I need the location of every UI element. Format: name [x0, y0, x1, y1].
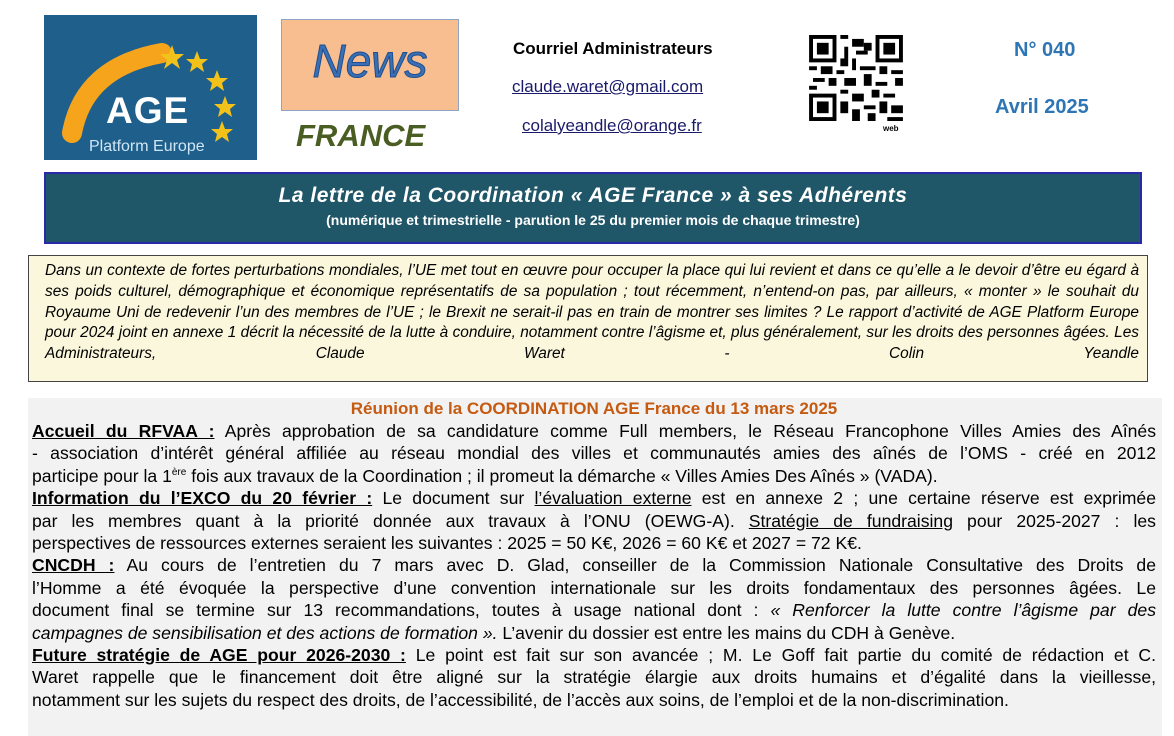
qr-code-icon[interactable]: [808, 35, 904, 121]
meeting-section: [28, 398, 1162, 736]
banner-subtitle: (numérique et trimestrielle - parution le 25 du premier mois de chaque trimestre): [326, 212, 860, 228]
qr-caption: web: [883, 124, 899, 133]
rfvaa-text: fois aux travaux de la Coordination ; il promeut la démarche « Villes Amies Des Aînés » (VADA).: [186, 465, 938, 486]
meeting-title: Réunion de la COORDINATION AGE France du 13 mars 2025: [350, 399, 838, 418]
news-title: News: [312, 35, 428, 87]
rfvaa-text: participe pour la 1: [32, 465, 172, 486]
editorial-signature: Les Administrateurs, Claude Waret - Colin Yeandle: [45, 324, 1139, 363]
country-label: FRANCE: [296, 118, 426, 153]
future-paragraph-line: [32, 644, 1156, 666]
rfvaa-heading: Accueil du RFVAA :: [32, 421, 215, 441]
exco-heading: Information du l’EXCO du 20 février :: [32, 488, 373, 509]
ordinal-superscript: ère: [171, 466, 187, 478]
issue-number: N° 040: [1014, 39, 1076, 61]
cncdh-text: Au cours de l’entretien du 7 mars avec D. Glad, conseiller de la Commission Nationale Consultative des Droits de: [114, 555, 1156, 576]
future-paragraph-line: notamment sur les sujets du respect des droits, de l’accessibilité, de l’accès aux soins, de l’emploi et de la non-discrimination.: [32, 689, 1009, 710]
banner-title: La lettre de la Coordination « AGE France » à ses Adhérents: [278, 184, 908, 207]
cncdh-paragraph-line: l’Homme a été évoquée la perspective d’une convention internationale sur les droits fondamentaux des personnes âgées. Le: [32, 577, 1156, 598]
future-paragraph-line: Waret rappelle que le financement doit être aligné sur la stratégie élargie aux droits humains et d’égalité dans la vieillesse,: [32, 667, 1156, 688]
future-text: Le point est fait sur son avancée ; M. Le Goff fait partie du comité de rédaction et C.: [405, 645, 1156, 666]
cncdh-text: L’avenir du dossier est entre les mains du CDH à Genève.: [497, 622, 956, 643]
exco-paragraph-line: [32, 487, 1156, 509]
editorial-box: [28, 255, 1148, 382]
cncdh-paragraph-line: [32, 554, 1156, 576]
cncdh-paragraph-line: [32, 622, 1156, 644]
exco-text: pour 2025-2027 : les: [952, 510, 1156, 531]
issue-date: Avril 2025: [995, 96, 1089, 118]
rfvaa-paragraph-line: [32, 465, 1156, 487]
exco-text: par les membres quant à la priorité donnée aux travaux à l’ONU (OEWG-A).: [32, 510, 749, 531]
exco-paragraph-line: [32, 510, 1156, 532]
rfvaa-text: Après approbation de sa candidature comme Full members, le Réseau Francophone Villes Amies des Aînés: [214, 421, 1156, 441]
cncdh-heading: CNCDH :: [32, 555, 115, 576]
editorial-text: Dans un contexte de fortes perturbations mondiales, l’UE met tout en œuvre pour occuper la place qui lui revient et dans ce qu’elle a le devoir d’être eu égard à ses poids culturel, démographique et économique représentatifs de sa population ; tout récemment, n’entend-on pas, par ailleurs, « monter » le souhait du Royaume Uni de redevenir l’un des membres de l’UE ; le Brexit ne serait-il pas en train de montrer ses limites ? Le rapport d’activité de AGE Platform Europe pour 2024 joint en annexe 1 décrit la nécessité de la lutte à conduire, notamment contre l’âgisme et, plus généralement, sur les droits des personnes âgées.: [45, 262, 1139, 342]
exco-paragraph-line: perspectives de ressources externes seraient les suivantes : 2025 = 50 K€, 2026 = 60 K€ et 2027 = 72 K€.: [32, 533, 862, 554]
exco-text: Le document sur: [372, 488, 535, 509]
email-link-claude[interactable]: claude.waret@gmail.com: [512, 77, 704, 96]
age-platform-logo: [44, 15, 257, 160]
cncdh-quote: campagnes de sensibilisation et des actions de formation ».: [32, 622, 498, 643]
cncdh-quote: « Renforcer la lutte contre l’âgisme par des: [770, 600, 1156, 621]
rfvaa-paragraph-line: [32, 420, 1156, 442]
logo-subtitle-text: Platform Europe: [89, 138, 205, 155]
email-link-colin[interactable]: colalyeandle@orange.fr: [522, 116, 702, 135]
future-strategy-heading: Future stratégie de AGE pour 2026-2030 :: [32, 645, 406, 666]
external-evaluation-link[interactable]: l’évaluation externe: [534, 488, 692, 509]
exco-text: est en annexe 2 ; une certaine réserve est exprimée: [691, 488, 1156, 509]
logo-brand-text: AGE: [106, 90, 190, 131]
cncdh-text: document final se termine sur 13 recommandations, toutes à usage national dont :: [32, 600, 771, 621]
newsletter-banner: [44, 172, 1142, 244]
rfvaa-paragraph-line: - association d’intérêt général affiliée au réseau mondial des villes et communautés amies des aînés de l’OMS - créé en 2012: [32, 443, 1156, 464]
contact-title: Courriel Administrateurs: [513, 39, 713, 58]
cncdh-paragraph-line: [32, 599, 1156, 621]
fundraising-strategy-link[interactable]: Stratégie de fundraising: [748, 510, 953, 531]
